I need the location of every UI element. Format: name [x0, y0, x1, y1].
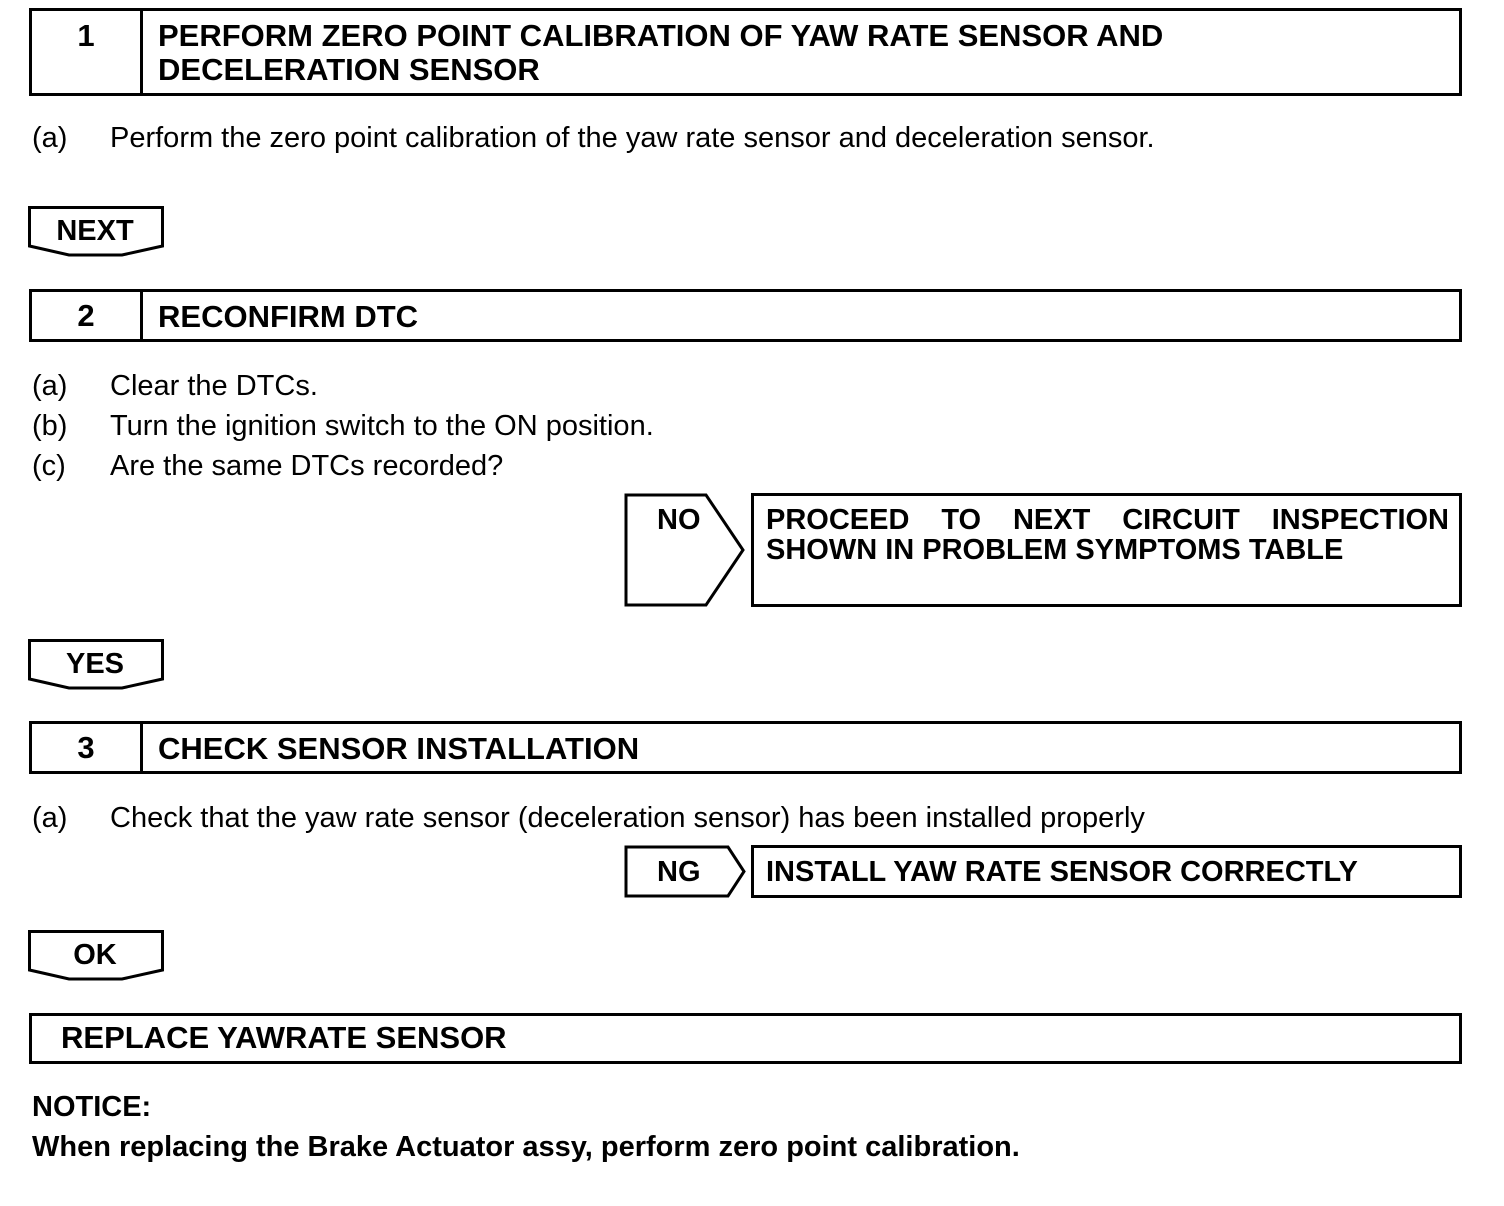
yes-tag-label: YES	[65, 648, 125, 680]
no-branch-result	[751, 493, 1462, 607]
ng-branch-label: NG	[657, 856, 701, 888]
item-label: (b)	[32, 410, 68, 442]
step-number: 1	[32, 11, 143, 93]
no-branch	[624, 493, 748, 607]
result-line-1: PROCEED TO NEXT CIRCUIT INSPECTION	[766, 504, 1449, 536]
final-action-box: REPLACE YAWRATE SENSOR	[29, 1013, 1462, 1064]
yes-tag	[28, 639, 166, 691]
ng-branch	[624, 845, 748, 898]
item-label: (a)	[32, 802, 68, 834]
item-text: Are the same DTCs recorded?	[110, 450, 504, 482]
step-3-header	[29, 721, 1462, 774]
no-branch-label: NO	[657, 504, 701, 536]
next-tag-label: NEXT	[56, 215, 134, 247]
step-2-header	[29, 289, 1462, 342]
ok-tag-label: OK	[73, 939, 117, 971]
item-label: (a)	[32, 370, 68, 402]
item-label: (a)	[32, 122, 68, 154]
ng-branch-result	[751, 845, 1462, 898]
step-number: 2	[32, 292, 143, 339]
notice-heading: NOTICE:	[32, 1091, 152, 1123]
step-number: 3	[32, 724, 143, 771]
result-text: INSTALL YAW RATE SENSOR CORRECTLY	[766, 856, 1358, 888]
step-title: RECONFIRM DTC	[158, 299, 419, 334]
item-text: Check that the yaw rate sensor (deceleration sensor) has been installed properly	[110, 802, 1145, 834]
ok-tag	[28, 930, 166, 982]
next-tag	[28, 206, 166, 258]
step-title: CHECK SENSOR INSTALLATION	[158, 731, 640, 766]
step-title-line-1: PERFORM ZERO POINT CALIBRATION OF YAW RATE SENSOR AND	[158, 18, 1164, 53]
result-line-2: SHOWN IN PROBLEM SYMPTOMS TABLE	[766, 534, 1344, 566]
step-1-header	[29, 8, 1462, 96]
item-text: Clear the DTCs.	[110, 370, 318, 402]
step-title-line-2: DECELERATION SENSOR	[158, 52, 540, 87]
item-label: (c)	[32, 450, 66, 482]
notice-text: When replacing the Brake Actuator assy, perform zero point calibration.	[32, 1131, 1020, 1163]
item-text: Perform the zero point calibration of the yaw rate sensor and deceleration sensor.	[110, 122, 1155, 154]
item-text: Turn the ignition switch to the ON position.	[110, 410, 654, 442]
